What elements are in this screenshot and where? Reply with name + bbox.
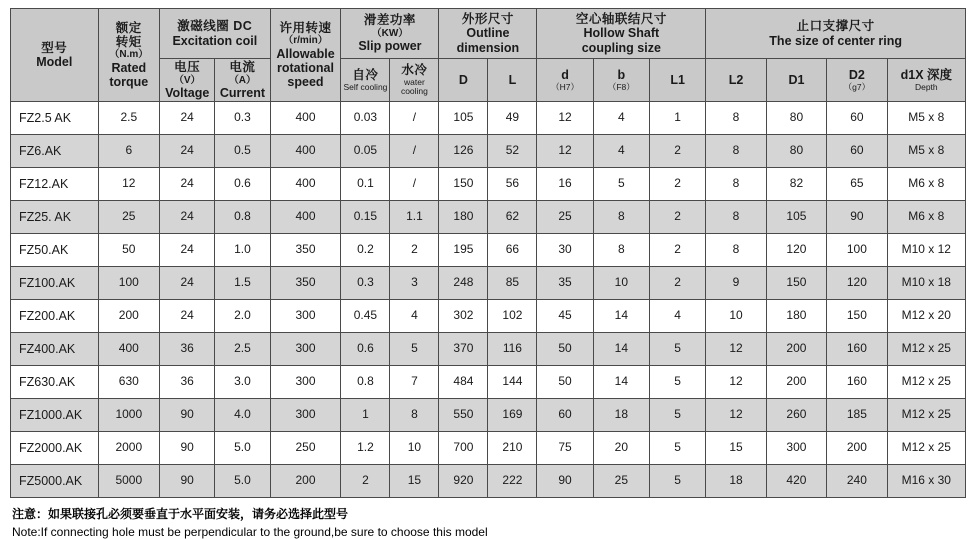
cell-value: M12 x 25 [887, 366, 965, 399]
cell-value: 0.3 [215, 102, 270, 135]
cell-value: 14 [593, 333, 649, 366]
cell-value: 260 [766, 399, 826, 432]
header-row-top [11, 9, 966, 59]
cell-value: 0.8 [341, 366, 390, 399]
cell-value: 400 [98, 333, 160, 366]
cell-value: 5.0 [215, 432, 270, 465]
cell-value: 2 [649, 267, 705, 300]
cell-value: 185 [827, 399, 887, 432]
cell-value: 80 [766, 102, 826, 135]
cell-value: 350 [270, 267, 341, 300]
cell-value: 400 [270, 168, 341, 201]
cell-value: 0.05 [341, 135, 390, 168]
cell-model: FZ200.AK [11, 300, 99, 333]
cell-model: FZ6.AK [11, 135, 99, 168]
cell-value: 248 [439, 267, 488, 300]
cell-value: 8 [390, 399, 439, 432]
cell-model: FZ400.AK [11, 333, 99, 366]
cell-value: 15 [706, 432, 766, 465]
cell-value: 150 [439, 168, 488, 201]
cell-value: 0.6 [341, 333, 390, 366]
cell-value: 210 [488, 432, 537, 465]
cell-value: M10 x 12 [887, 234, 965, 267]
cell-value: M6 x 8 [887, 201, 965, 234]
cell-value: 3 [390, 267, 439, 300]
cell-value: 240 [827, 465, 887, 498]
cell-value: 35 [537, 267, 593, 300]
cell-value: 1.0 [215, 234, 270, 267]
header-ring-d2: D2 （g7） [827, 59, 887, 102]
cell-value: M10 x 18 [887, 267, 965, 300]
header-self-cooling: 自冷 Self cooling [341, 59, 390, 102]
note-english: Note:If connecting hole must be perpendicular to the ground,be sure to choose this model [12, 525, 488, 539]
cell-model: FZ2000.AK [11, 432, 99, 465]
cell-value: 25 [537, 201, 593, 234]
cell-value: 24 [160, 201, 215, 234]
table-row [11, 234, 966, 267]
note-chinese: 注意：如果联接孔必须要垂直于水平面安装，请务必选择此型号 [12, 507, 349, 522]
cell-value: 200 [98, 300, 160, 333]
cell-value: 8 [706, 102, 766, 135]
cell-value: 630 [98, 366, 160, 399]
cell-value: 200 [827, 432, 887, 465]
cell-value: 105 [766, 201, 826, 234]
header-ring-d1: D1 [766, 59, 826, 102]
cell-value: 4 [593, 102, 649, 135]
cell-value: 12 [706, 333, 766, 366]
cell-value: 24 [160, 135, 215, 168]
cell-value: 14 [593, 300, 649, 333]
cell-value: 550 [439, 399, 488, 432]
cell-value: 2 [649, 168, 705, 201]
cell-value: 6 [98, 135, 160, 168]
cell-value: 45 [537, 300, 593, 333]
cell-value: 8 [706, 168, 766, 201]
cell-value: 195 [439, 234, 488, 267]
cell-value: 50 [537, 333, 593, 366]
cell-value: M12 x 25 [887, 333, 965, 366]
cell-value: 0.2 [341, 234, 390, 267]
table-row [11, 366, 966, 399]
cell-value: 1000 [98, 399, 160, 432]
cell-value: M12 x 25 [887, 399, 965, 432]
cell-value: 484 [439, 366, 488, 399]
cell-value: 120 [827, 267, 887, 300]
header-outline-dimension: 外形尺寸 Outline dimension [439, 9, 537, 59]
header-allowable-speed: 许用转速 （r/min） Allowable rotational speed [270, 9, 341, 102]
table-row [11, 102, 966, 135]
cell-value: 90 [160, 399, 215, 432]
header-shaft-d: d （H7） [537, 59, 593, 102]
cell-value: 15 [390, 465, 439, 498]
cell-value: 300 [766, 432, 826, 465]
cell-value: 400 [270, 102, 341, 135]
header-water-cooling: 水冷 water cooling [390, 59, 439, 102]
cell-value: 12 [537, 135, 593, 168]
cell-value: / [390, 135, 439, 168]
cell-value: 36 [160, 333, 215, 366]
cell-value: 120 [766, 234, 826, 267]
cell-value: M5 x 8 [887, 102, 965, 135]
cell-value: 126 [439, 135, 488, 168]
cell-value: / [390, 168, 439, 201]
cell-value: 65 [827, 168, 887, 201]
cell-value: 4 [649, 300, 705, 333]
cell-model: FZ100.AK [11, 267, 99, 300]
cell-value: 50 [98, 234, 160, 267]
table-row [11, 267, 966, 300]
cell-value: 8 [706, 234, 766, 267]
cell-value: 12 [706, 366, 766, 399]
cell-value: 420 [766, 465, 826, 498]
cell-value: 200 [766, 333, 826, 366]
cell-value: 100 [827, 234, 887, 267]
cell-value: 0.15 [341, 201, 390, 234]
header-dim-l: L [488, 59, 537, 102]
cell-value: 60 [537, 399, 593, 432]
header-ring-l2: L2 [706, 59, 766, 102]
cell-value: 90 [160, 432, 215, 465]
cell-value: 25 [98, 201, 160, 234]
cell-value: 1 [649, 102, 705, 135]
cell-value: 3.0 [215, 366, 270, 399]
cell-model: FZ1000.AK [11, 399, 99, 432]
cell-value: 90 [827, 201, 887, 234]
cell-value: 12 [706, 399, 766, 432]
cell-value: 85 [488, 267, 537, 300]
cell-value: 150 [827, 300, 887, 333]
cell-value: 18 [706, 465, 766, 498]
cell-value: 2 [649, 201, 705, 234]
cell-value: 100 [98, 267, 160, 300]
cell-value: 300 [270, 399, 341, 432]
cell-value: M5 x 8 [887, 135, 965, 168]
cell-value: 1 [341, 399, 390, 432]
cell-value: 2.0 [215, 300, 270, 333]
cell-value: 169 [488, 399, 537, 432]
specification-table [10, 8, 966, 498]
header-shaft-b: b （F8） [593, 59, 649, 102]
cell-value: 10 [706, 300, 766, 333]
header-current: 电流 （A） Current [215, 59, 270, 102]
cell-value: 1.1 [390, 201, 439, 234]
cell-value: 60 [827, 102, 887, 135]
cell-value: 24 [160, 168, 215, 201]
cell-value: 5 [649, 399, 705, 432]
cell-value: 300 [270, 300, 341, 333]
table-row [11, 300, 966, 333]
cell-value: 5 [390, 333, 439, 366]
cell-value: 200 [766, 366, 826, 399]
cell-value: 2.5 [215, 333, 270, 366]
cell-value: 5.0 [215, 465, 270, 498]
cell-value: 5 [649, 333, 705, 366]
cell-value: 370 [439, 333, 488, 366]
cell-model: FZ25. AK [11, 201, 99, 234]
cell-value: 5 [649, 366, 705, 399]
cell-value: 180 [439, 201, 488, 234]
cell-value: 0.03 [341, 102, 390, 135]
cell-value: 52 [488, 135, 537, 168]
cell-value: 25 [593, 465, 649, 498]
cell-value: 5 [593, 168, 649, 201]
cell-value: 116 [488, 333, 537, 366]
cell-value: 250 [270, 432, 341, 465]
cell-value: 222 [488, 465, 537, 498]
cell-value: 14 [593, 366, 649, 399]
cell-value: M12 x 20 [887, 300, 965, 333]
cell-value: 8 [706, 135, 766, 168]
cell-value: 2.5 [98, 102, 160, 135]
cell-model: FZ12.AK [11, 168, 99, 201]
cell-value: 4 [593, 135, 649, 168]
cell-value: 160 [827, 366, 887, 399]
cell-value: 36 [160, 366, 215, 399]
cell-value: 75 [537, 432, 593, 465]
cell-value: 0.3 [341, 267, 390, 300]
table-row [11, 333, 966, 366]
cell-value: 920 [439, 465, 488, 498]
cell-value: 400 [270, 135, 341, 168]
cell-value: 2 [341, 465, 390, 498]
cell-value: 24 [160, 102, 215, 135]
cell-value: / [390, 102, 439, 135]
table-row [11, 201, 966, 234]
cell-model: FZ5000.AK [11, 465, 99, 498]
cell-value: 4.0 [215, 399, 270, 432]
cell-value: 400 [270, 201, 341, 234]
header-dim-d: D [439, 59, 488, 102]
notes-block [10, 505, 966, 539]
cell-value: M16 x 30 [887, 465, 965, 498]
cell-value: 5 [649, 465, 705, 498]
cell-value: 180 [766, 300, 826, 333]
cell-value: 10 [390, 432, 439, 465]
cell-value: 9 [706, 267, 766, 300]
cell-value: 2 [649, 234, 705, 267]
cell-value: 8 [593, 234, 649, 267]
cell-value: 24 [160, 300, 215, 333]
cell-value: 90 [160, 465, 215, 498]
cell-value: 5000 [98, 465, 160, 498]
cell-value: 302 [439, 300, 488, 333]
cell-value: 80 [766, 135, 826, 168]
header-excitation-coil: 激磁线圈 DC Excitation coil [160, 9, 271, 59]
cell-value: 12 [98, 168, 160, 201]
cell-value: 0.5 [215, 135, 270, 168]
cell-model: FZ2.5 AK [11, 102, 99, 135]
cell-value: 4 [390, 300, 439, 333]
table-row [11, 399, 966, 432]
cell-value: 18 [593, 399, 649, 432]
cell-value: 300 [270, 366, 341, 399]
cell-value: 60 [827, 135, 887, 168]
table-row [11, 465, 966, 498]
cell-value: M12 x 25 [887, 432, 965, 465]
cell-value: 5 [649, 432, 705, 465]
cell-value: 7 [390, 366, 439, 399]
cell-value: 700 [439, 432, 488, 465]
cell-value: 350 [270, 234, 341, 267]
cell-value: 144 [488, 366, 537, 399]
cell-value: M6 x 8 [887, 168, 965, 201]
cell-value: 12 [537, 102, 593, 135]
cell-value: 200 [270, 465, 341, 498]
cell-value: 2 [390, 234, 439, 267]
cell-value: 0.6 [215, 168, 270, 201]
table-row [11, 432, 966, 465]
cell-value: 105 [439, 102, 488, 135]
header-slip-power: 滑差功率 （KW） Slip power [341, 9, 439, 59]
cell-value: 150 [766, 267, 826, 300]
table-body [11, 102, 966, 498]
cell-value: 24 [160, 234, 215, 267]
header-model: 型号 Model [11, 9, 99, 102]
cell-value: 20 [593, 432, 649, 465]
cell-value: 0.1 [341, 168, 390, 201]
cell-value: 1.2 [341, 432, 390, 465]
cell-value: 49 [488, 102, 537, 135]
table-row [11, 135, 966, 168]
header-shaft-l1: L1 [649, 59, 705, 102]
header-hollow-shaft: 空心轴联结尺寸 Hollow Shaft coupling size [537, 9, 706, 59]
cell-value: 2000 [98, 432, 160, 465]
cell-value: 8 [706, 201, 766, 234]
cell-value: 50 [537, 366, 593, 399]
cell-value: 1.5 [215, 267, 270, 300]
cell-value: 8 [593, 201, 649, 234]
cell-model: FZ50.AK [11, 234, 99, 267]
cell-value: 62 [488, 201, 537, 234]
header-rated-torque: 额定 转矩 （N.m） Rated torque [98, 9, 160, 102]
cell-value: 102 [488, 300, 537, 333]
cell-value: 24 [160, 267, 215, 300]
cell-value: 300 [270, 333, 341, 366]
cell-value: 30 [537, 234, 593, 267]
cell-value: 82 [766, 168, 826, 201]
header-ring-depth: d1X 深度 Depth [887, 59, 965, 102]
cell-value: 2 [649, 135, 705, 168]
header-voltage: 电压 （V） Voltage [160, 59, 215, 102]
cell-value: 66 [488, 234, 537, 267]
cell-value: 90 [537, 465, 593, 498]
cell-value: 160 [827, 333, 887, 366]
cell-value: 0.8 [215, 201, 270, 234]
cell-value: 0.45 [341, 300, 390, 333]
cell-value: 56 [488, 168, 537, 201]
cell-value: 10 [593, 267, 649, 300]
cell-value: 16 [537, 168, 593, 201]
cell-model: FZ630.AK [11, 366, 99, 399]
header-center-ring: 止口支撑尺寸 The size of center ring [706, 9, 966, 59]
table-row [11, 168, 966, 201]
